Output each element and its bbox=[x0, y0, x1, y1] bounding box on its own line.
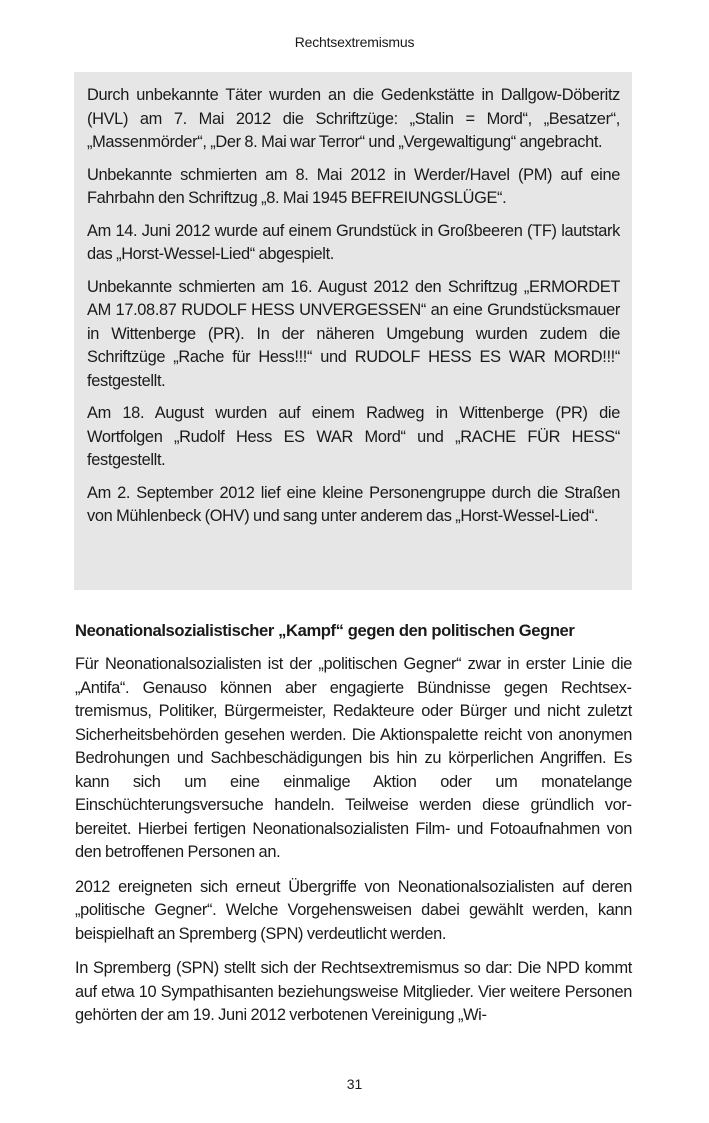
main-content bbox=[75, 619, 632, 1039]
page-number: 31 bbox=[346, 1076, 363, 1092]
box-paragraph-dallgow: Durch unbekannte Täter wurden an die Gedenkstätte in Dallgow-Döberitz (HVL) am 7. Mai 2012 die Schriftzüge: „Stalin = Mord“, „Besatzer“, „Massenmörder“, „Der 8. Mai war Terror“ und „Vergewaltigung“ angebracht. bbox=[87, 86, 620, 151]
body-paragraph-intro: Für Neonationalsozialisten ist der „politischen Gegner“ zwar in erster Linie die „Antifa“. Genauso können aber engagierte Bündnisse gegen Rechtsextremismus, Politiker, Bürgermeister, Redakteure oder Bürger und nicht zuletzt Sicherheitsbehörden gesehen werden. Die Aktionspalette reicht von anonymen Bedrohungen und Sachbeschädigungen bis hin zu körperlichen Angriffen. Es kann sich um eine einmalige Aktion oder um monatelange Einschüchterungsversuche handeln. Teilweise werden diese gründlich vorbereitet. Hierbei fertigen Neonationalsozialisten Film- und Fotoaufnahmen von den betroffenen Personen an. bbox=[75, 655, 632, 861]
body-paragraph-spremberg: In Spremberg (SPN) stellt sich der Rechtsextremismus so dar: Die NPD kommt auf etwa 10 Sympathisanten beziehungsweise Mitglieder. Vier weitere Personen gehörten der am 19. Juni 2012 verbotenen Vereinigung „Wi- bbox=[75, 959, 632, 1024]
box-paragraph-muehlenbeck: Am 2. September 2012 lief eine kleine Personengruppe durch die Straßen von Mühlenbeck (OHV) und sang unter anderem das „Horst-Wessel-Lied“. bbox=[87, 483, 620, 525]
section-heading: Neonationalsozialistischer „Kampf“ gegen den politischen Gegner bbox=[75, 621, 575, 640]
box-paragraph-wittenberge-16aug: Unbekannte schmierten am 16. August 2012 den Schriftzug „ERMORDET AM 17.08.87 RUDOLF HESS UNVERGESSEN“ an eine Grundstücksmauer in Wittenberge (PR). In der näheren Umgebung wurden zudem die Schriftzüge „Rache für Hess!!!“ und RUDOLF HESS ES WAR MORD!!!“ festgestellt. bbox=[87, 277, 620, 390]
body-paragraph-2012: 2012 ereigneten sich erneut Übergriffe von Neonationalsozialisten auf deren „politische Gegner“. Welche Vorgehensweisen dabei gewählt werden, kann beispielhaft an Spremberg (SPN) verdeutlicht werden. bbox=[75, 877, 632, 943]
box-paragraph-werder: Unbekannte schmierten am 8. Mai 2012 in Werder/Havel (PM) auf eine Fahrbahn den Schriftzug „8. Mai 1945 BEFREIUNGSLÜGE“. bbox=[87, 165, 620, 207]
box-paragraph-wittenberge-18aug: Am 18. August wurden auf einem Radweg in Wittenberge (PR) die Wortfolgen „Rudolf Hess ES WAR Mord“ und „RACHE FÜR HESS“ festgestellt. bbox=[87, 404, 620, 469]
box-paragraph-grossbeeren: Am 14. Juni 2012 wurde auf einem Grundstück in Großbeeren (TF) lautstark das „Horst-Wessel-Lied“ abgespielt. bbox=[87, 221, 620, 263]
incident-box bbox=[74, 72, 632, 590]
running-header: Rechtsextremismus bbox=[294, 34, 415, 50]
